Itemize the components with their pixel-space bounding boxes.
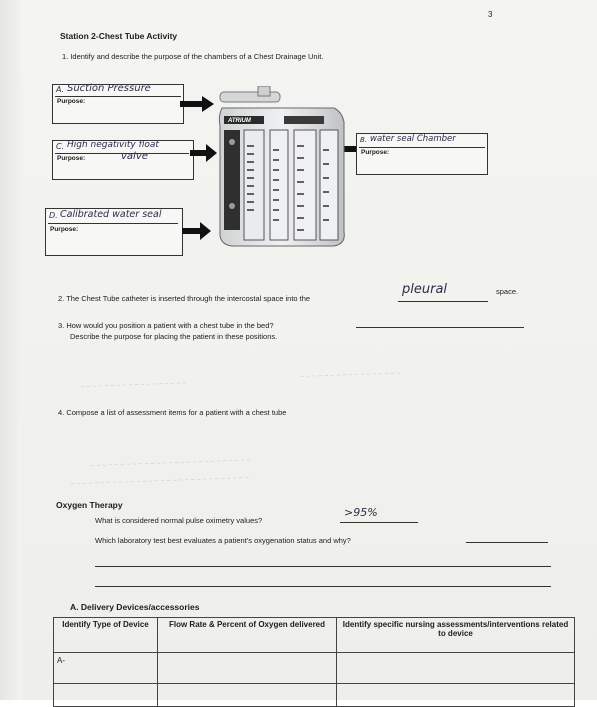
chamber-b-purpose-label: Purpose: <box>361 149 390 156</box>
chamber-c-answer-line2: valve <box>121 151 148 162</box>
delivery-devices-table <box>53 617 575 707</box>
table-cell <box>337 684 575 707</box>
column-header-flow-rate: Flow Rate & Percent of Oxygen delivered <box>158 618 337 653</box>
question-3-line1: 3. How would you position a patient with a chest tube in the bed? <box>58 321 274 330</box>
table-cell <box>337 653 575 684</box>
page-title: Station 2-Chest Tube Activity <box>60 31 178 41</box>
chamber-a-purpose-label: Purpose: <box>57 98 86 105</box>
chest-drainage-unit-image <box>214 86 354 256</box>
table-cell <box>158 653 337 684</box>
device-brand-label: ATRIUM <box>228 118 251 124</box>
chamber-b-prefix: B. <box>360 136 368 144</box>
chamber-b-box <box>356 133 488 175</box>
oxygen-therapy-heading: Oxygen Therapy <box>56 500 123 510</box>
answer-line <box>95 586 551 587</box>
question-3-line2: Describe the purpose for placing the patient in these positions. <box>70 332 278 341</box>
chamber-c-prefix: C. <box>56 142 65 151</box>
column-header-device-type: Identify Type of Device <box>54 618 158 653</box>
page-number: 3 <box>488 10 493 19</box>
question-1: 1. Identify and describe the purpose of the chambers of a Chest Drainage Unit. <box>62 52 324 61</box>
question-2: 2. The Chest Tube catheter is inserted through the intercostal space into the <box>58 294 311 303</box>
table-row <box>54 684 575 707</box>
question-2-answer: pleural <box>402 282 448 297</box>
lab-test-question: Which laboratory test best evaluates a patient’s oxygenation status and why? <box>95 536 351 545</box>
question-4: 4. Compose a list of assessment items for a patient with a chest tube <box>58 408 287 417</box>
chamber-c-box <box>52 140 194 180</box>
pulse-ox-question: What is considered normal pulse oximetry values? <box>95 516 263 525</box>
chamber-a-prefix: A. <box>56 85 65 94</box>
chamber-d-prefix: D. <box>49 211 58 220</box>
table-cell <box>54 684 158 707</box>
pulse-ox-answer: >95% <box>344 506 378 519</box>
chamber-b-answer: water seal Chamber <box>370 134 456 144</box>
chamber-d-answer: Calibrated water seal <box>60 209 162 220</box>
worksheet-page: 3 Station 2-Chest Tube Activity 1. Identify and describe the purpose of the chambers of a Chest Drainage Unit. A. Suction Pressure Purpose: C. High negativity float Purpose: valve D. Calibrated water seal Purpose: B. water seal Chamber Purpose: ATRIUM ~ ~ ~ ~ ~ ~ ~ ~ ~ ~ ~ ~ ~ ~ ~ ~ ~ ~ ~ ~ ~ ~ ~ ~ ~ ~ ~ ~ ~ ~ ~ ~ ~ ~ ~ ~ ~ ~ ~ ~ ~ ~ ~ ~ ~ ~ ~ ~ ~ ~ ~ ~ ~ ~ ~ ~ ~ ~ ~ ~ ~ ~ ~ ~ ~ ~ ~ ~ ~ ~ ~ ~ ~ ~ ~ ~ ~ ~ ~ ~ ~ ~ ~ ~ ~ ~ ~ ~ ~ ~ ~ ~ 2. The Chest Tube catheter is inserted through the intercostal space into the pleural space. 3. How would you position a patient with a chest tube in the bed? Describe the purpose for placing the patient in these positions. 4. Compose a list of assessment items for a patient with a chest tube Oxygen Therapy What is considered normal pulse oximetry values? >95% Which laboratory test best evaluates a patient’s oxygenation status and why? A. Delivery Devices/accessories Identify Type of Device Flow Rate & Percent of Oxygen delivered Identify specific nursing assessments/interventions related to device A- <box>0 0 597 700</box>
column-header-nursing-assessments: Identify specific nursing assessments/interventions related to device <box>337 618 575 653</box>
table-cell <box>158 684 337 707</box>
arrow-d-icon <box>182 222 212 240</box>
delivery-devices-heading: A. Delivery Devices/accessories <box>70 602 200 612</box>
chamber-a-answer: Suction Pressure <box>67 83 151 94</box>
row-label: A- <box>54 653 158 684</box>
chamber-c-answer: High negativity float <box>67 140 159 150</box>
question-2-suffix: space. <box>496 287 519 296</box>
arrow-a-icon <box>180 96 216 112</box>
answer-line <box>95 566 551 567</box>
chamber-d-box <box>45 208 183 256</box>
chamber-c-purpose-label: Purpose: <box>57 155 86 162</box>
chamber-a-box <box>52 84 184 124</box>
table-row <box>54 653 575 684</box>
page-edge-shadow <box>0 0 22 700</box>
chamber-d-purpose-label: Purpose: <box>50 226 79 233</box>
